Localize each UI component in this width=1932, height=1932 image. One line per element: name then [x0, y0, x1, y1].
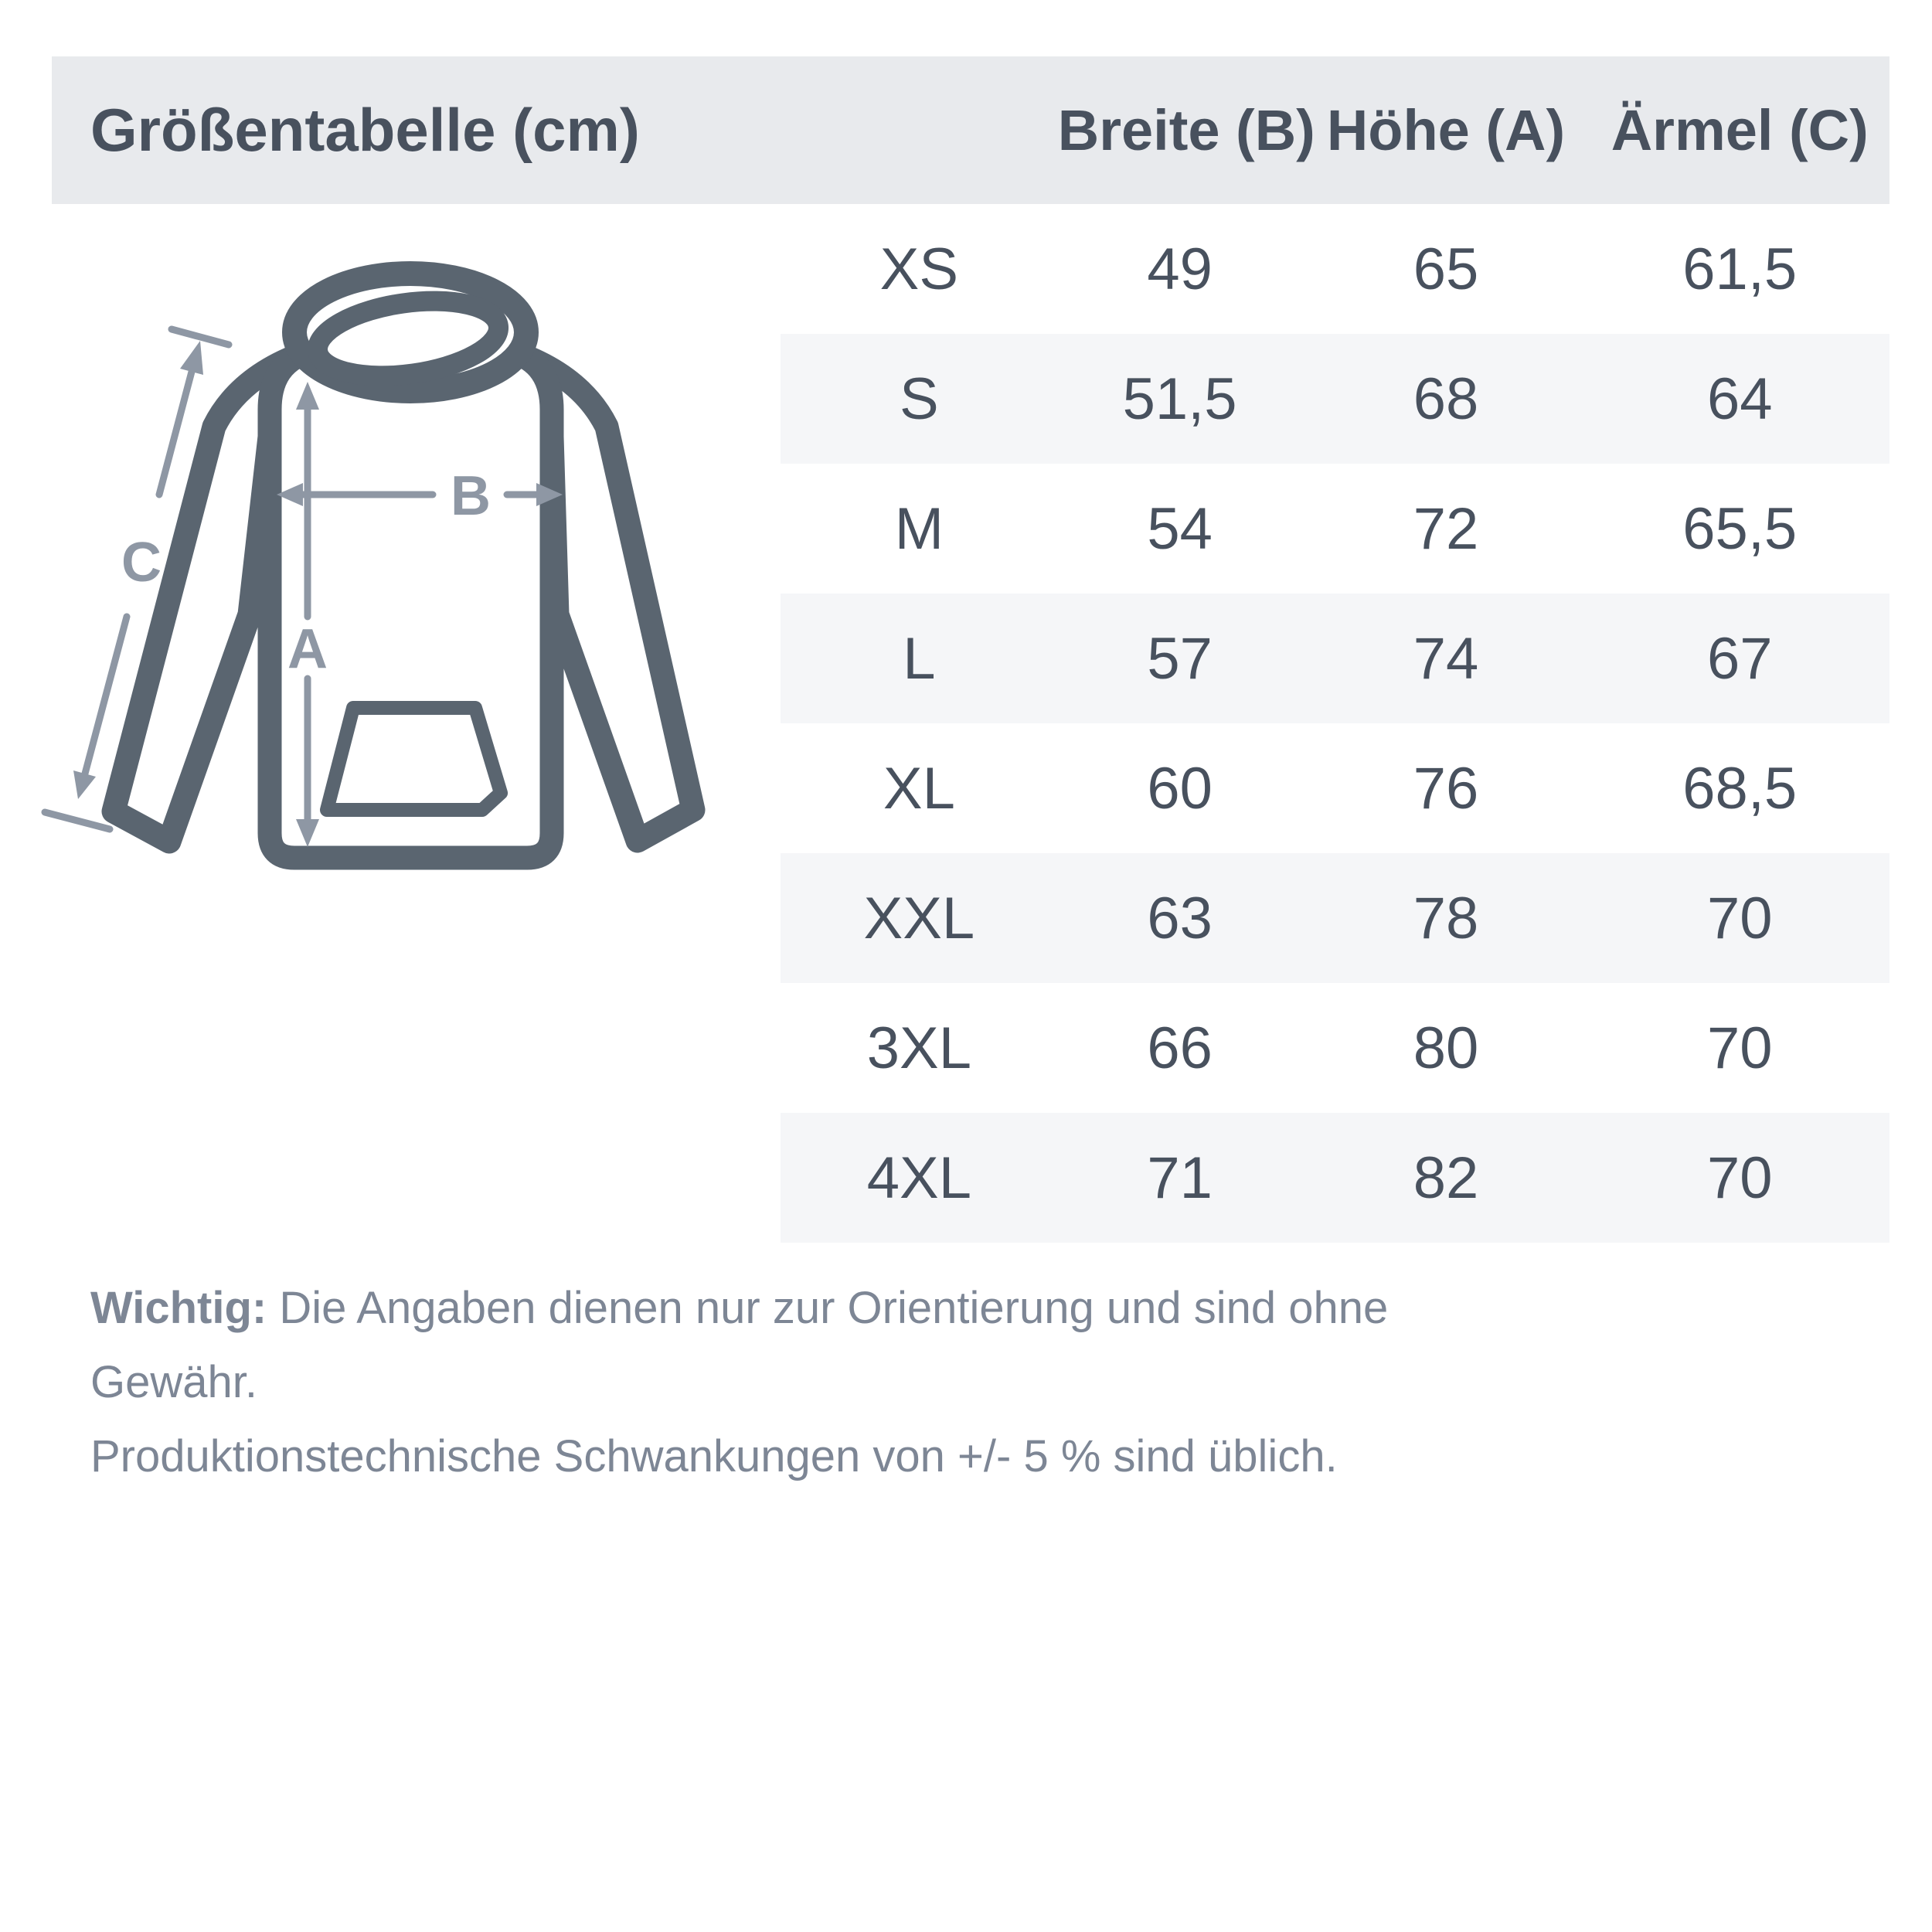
table-header-columns — [781, 56, 1889, 204]
cell-size: M — [894, 495, 944, 562]
cell-hoehe: 78 — [1413, 885, 1479, 951]
disclaimer-line-2-text: Produktionstechnische Schwankungen von +/- 5 % sind üblich. — [90, 1431, 1338, 1481]
disclaimer-line-2 — [90, 1420, 1559, 1494]
header-col-breite: Breite (B) — [1057, 98, 1315, 162]
cell-breite: 63 — [1147, 885, 1213, 951]
cell-size: L — [903, 625, 936, 692]
cell-aermel: 70 — [1706, 885, 1773, 951]
cell-aermel: 61,5 — [1682, 236, 1798, 302]
cell-breite: 66 — [1147, 1015, 1213, 1081]
cell-size: 3XL — [866, 1015, 971, 1081]
cell-hoehe: 82 — [1413, 1145, 1479, 1211]
table-row — [781, 334, 1889, 464]
cell-hoehe: 74 — [1413, 625, 1479, 692]
measure-c-arrowhead-down — [73, 770, 96, 799]
disclaimer-line-1-text: Die Angaben dienen nur zur Orientierung und sind ohne Gewähr. — [90, 1283, 1389, 1407]
table-header-bar — [52, 56, 1889, 204]
cell-aermel: 65,5 — [1682, 495, 1798, 562]
cell-hoehe: 68 — [1413, 366, 1479, 432]
cell-aermel: 70 — [1706, 1145, 1773, 1211]
header-col-aermel: Ärmel (C) — [1611, 98, 1869, 162]
table-row — [781, 464, 1889, 594]
cell-breite: 60 — [1147, 755, 1213, 821]
table-row — [781, 1113, 1889, 1243]
header-col-hoehe: Höhe (A) — [1326, 98, 1566, 162]
cell-breite: 71 — [1147, 1145, 1213, 1211]
measure-label-b: B — [451, 465, 491, 527]
cell-aermel: 68,5 — [1682, 755, 1798, 821]
cell-size: XXL — [863, 885, 975, 951]
cell-aermel: 64 — [1706, 366, 1773, 432]
cell-aermel: 70 — [1706, 1015, 1773, 1081]
cell-hoehe: 72 — [1413, 495, 1479, 562]
disclaimer-note — [90, 1271, 1559, 1494]
cell-breite: 49 — [1147, 236, 1213, 302]
disclaimer-bold-label: Wichtig: — [90, 1283, 267, 1333]
cell-breite: 57 — [1147, 625, 1213, 692]
cell-hoehe: 65 — [1413, 236, 1479, 302]
hoodie-pocket — [327, 708, 501, 810]
cell-breite: 51,5 — [1122, 366, 1237, 432]
cell-hoehe: 80 — [1413, 1015, 1479, 1081]
measure-c-line-top — [159, 372, 192, 495]
table-row — [781, 853, 1889, 983]
measure-c-arrowhead-up — [180, 341, 203, 375]
table-row — [781, 594, 1889, 723]
table-row — [781, 204, 1889, 334]
cell-size: 4XL — [866, 1145, 971, 1211]
cell-size: XS — [879, 236, 959, 302]
cell-size: XL — [883, 755, 955, 821]
disclaimer-line-1 — [90, 1271, 1559, 1420]
table-row — [781, 983, 1889, 1113]
measure-label-a: A — [287, 618, 328, 680]
cell-breite: 54 — [1147, 495, 1213, 562]
measure-c-tick-bottom — [45, 812, 110, 829]
cell-hoehe: 76 — [1413, 755, 1479, 821]
hoodie-diagram-svg — [0, 209, 835, 920]
size-table — [781, 204, 1889, 1243]
measure-label-c: C — [121, 532, 162, 594]
hoodie-measurement-diagram — [0, 209, 835, 920]
cell-size: S — [900, 366, 939, 432]
table-row — [781, 723, 1889, 853]
cell-aermel: 67 — [1706, 625, 1773, 692]
page-title: Größentabelle (cm) — [90, 96, 640, 164]
